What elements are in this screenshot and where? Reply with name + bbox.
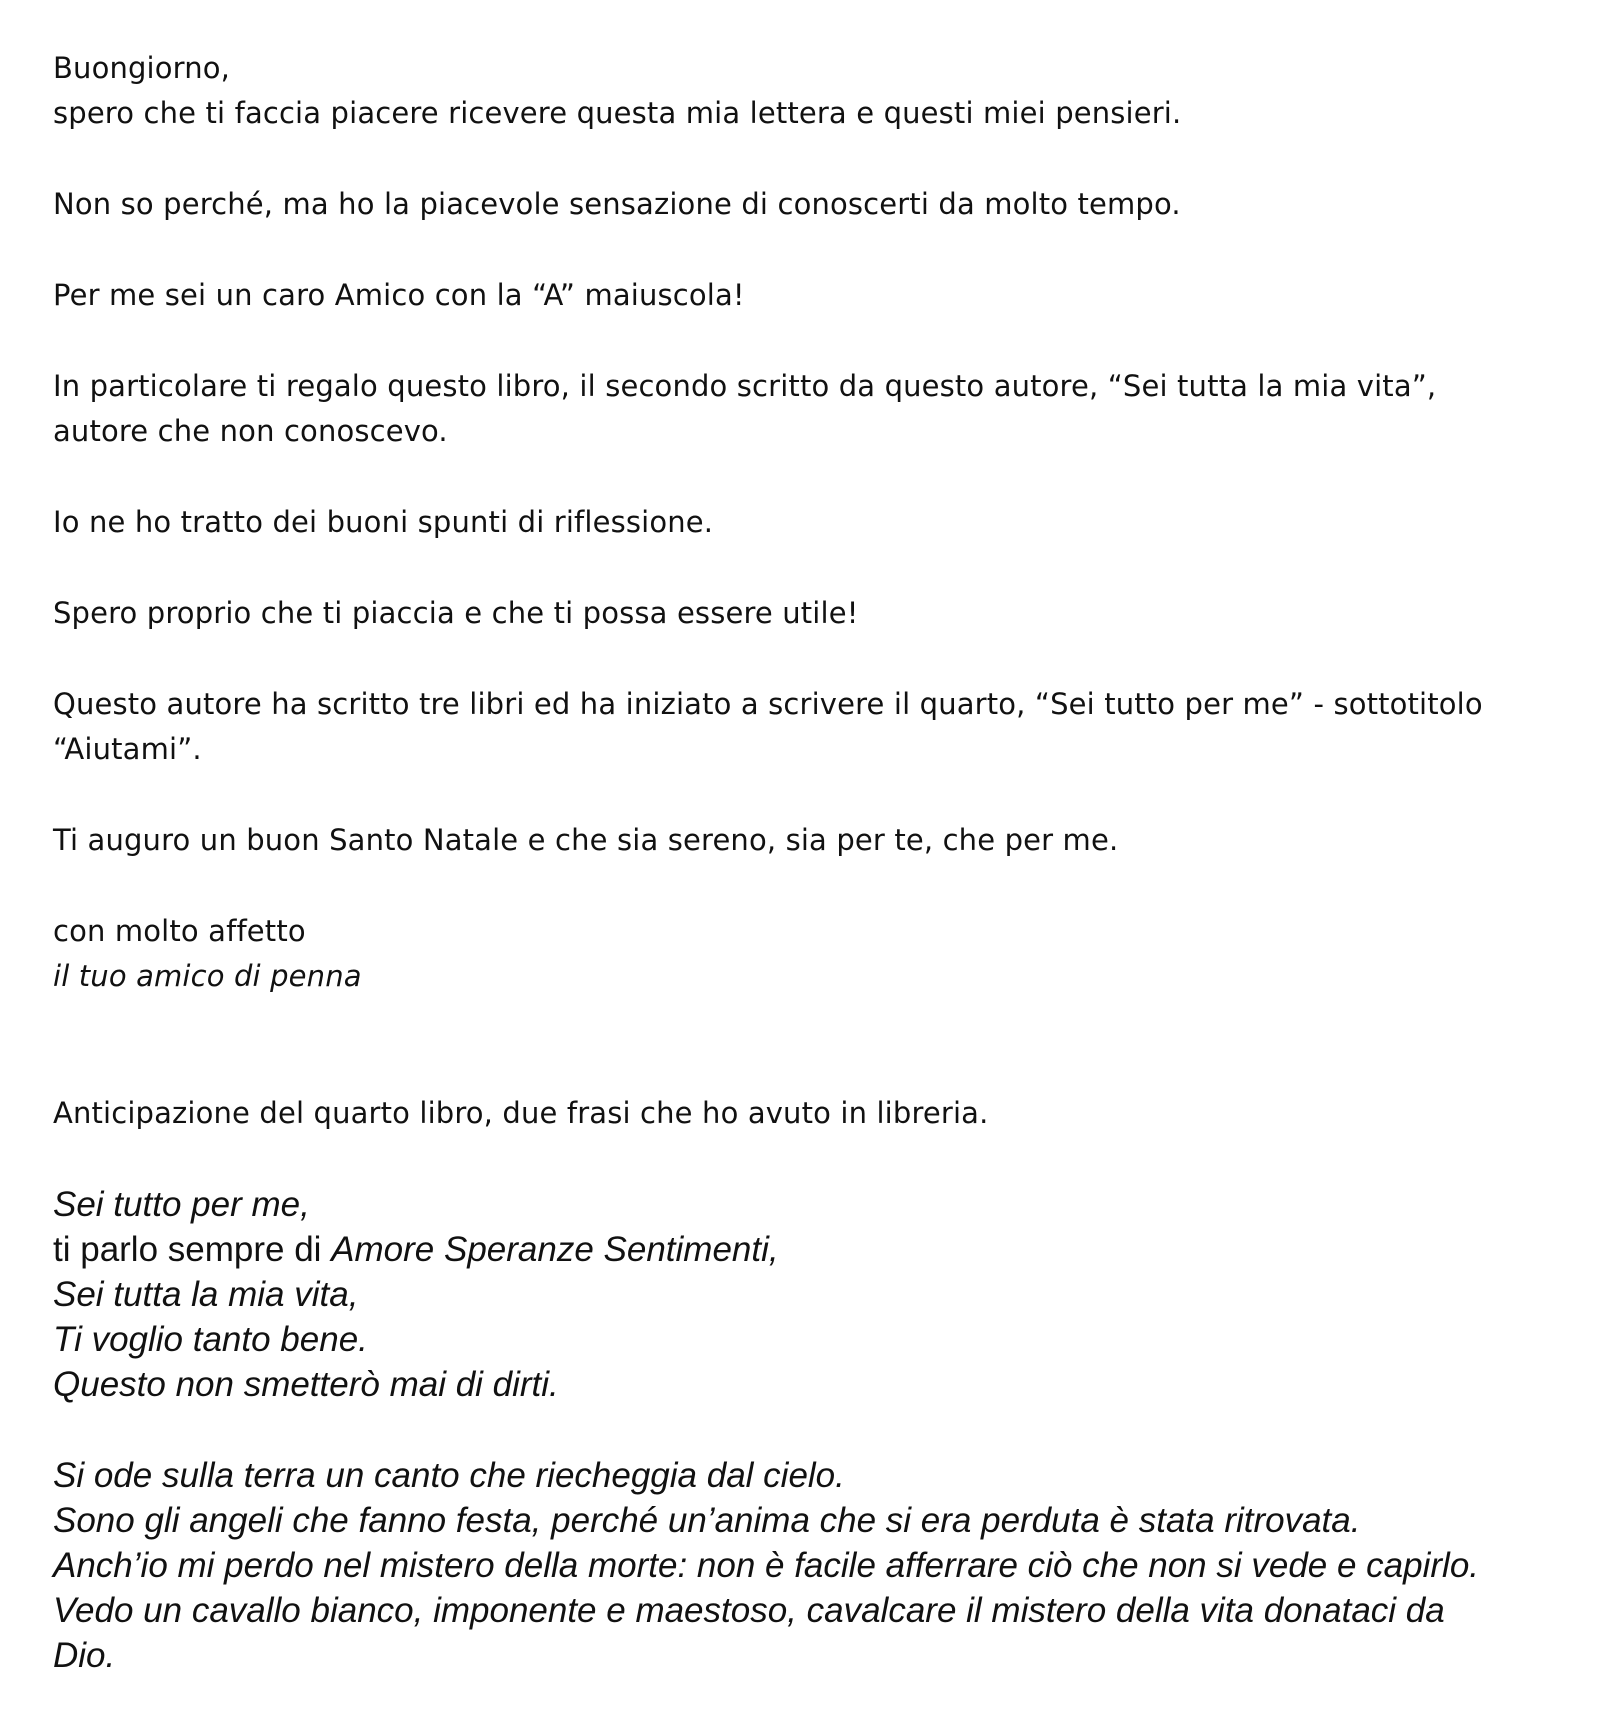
paragraph-4: Io ne ho tratto dei buoni spunti di riflessione. (53, 505, 714, 539)
paragraph-6-line-1: Questo autore ha scritto tre libri ed ha iniziato a scrivere il quarto, “Sei tutto per me” - sottotitolo (53, 687, 1483, 721)
excerpt-2 (53, 1453, 1593, 1678)
paragraph-5: Spero proprio che ti piaccia e che ti possa essere utile! (53, 596, 859, 630)
greeting: Buongiorno, (53, 51, 231, 85)
paragraph-1: Non so perché, ma ho la piacevole sensazione di conoscerti da molto tempo. (53, 187, 1181, 221)
excerpt-1-line-3: Sei tutta la mia vita, (53, 1275, 359, 1314)
excerpt-2-line-1: Si ode sulla terra un canto che riecheggia dal cielo. (53, 1456, 845, 1495)
preview-intro: Anticipazione del quarto libro, due frasi che ho avuto in libreria. (53, 1096, 989, 1130)
paragraph-6-line-2: “Aiutami”. (53, 732, 202, 766)
intro-line: spero che ti faccia piacere ricevere questa mia lettera e questi miei pensieri. (53, 96, 1182, 130)
excerpt-1 (53, 1182, 1593, 1453)
paragraph-7: Ti auguro un buon Santo Natale e che sia sereno, sia per te, che per me. (53, 823, 1119, 857)
excerpt-1-line-2-italic: Amore Speranze Sentimenti, (331, 1230, 779, 1269)
excerpt-1-line-2 (53, 1227, 1593, 1272)
letter-page (53, 46, 1593, 1678)
closing: con molto affetto (53, 914, 306, 948)
excerpt-1-line-2-prefix: ti parlo sempre di (53, 1230, 332, 1269)
excerpt-1-line-5: Questo non smetterò mai di dirti. (53, 1365, 559, 1404)
signature: il tuo amico di penna (53, 959, 362, 993)
paragraph-3-line-2: autore che non conoscevo. (53, 414, 448, 448)
letter-body (53, 46, 1593, 1182)
excerpt-1-line-4: Ti voglio tanto bene. (53, 1320, 368, 1359)
excerpt-2-line-4: Vedo un cavallo bianco, imponente e maestoso, cavalcare il mistero della vita donataci da (53, 1591, 1445, 1630)
excerpt-2-line-5: Dio. (53, 1636, 116, 1675)
excerpt-2-line-2: Sono gli angeli che fanno festa, perché un’anima che si era perduta è stata ritrovata. (53, 1501, 1361, 1540)
excerpt-2-line-3: Anch’io mi perdo nel mistero della morte: non è facile afferrare ciò che non si vede e capirlo. (53, 1546, 1480, 1585)
paragraph-2: Per me sei un caro Amico con la “A” maiuscola! (53, 278, 745, 312)
excerpt-1-line-1: Sei tutto per me, (53, 1185, 310, 1224)
paragraph-3-line-1: In particolare ti regalo questo libro, il secondo scritto da questo autore, “Sei tutta la mia vita”, (53, 369, 1437, 403)
